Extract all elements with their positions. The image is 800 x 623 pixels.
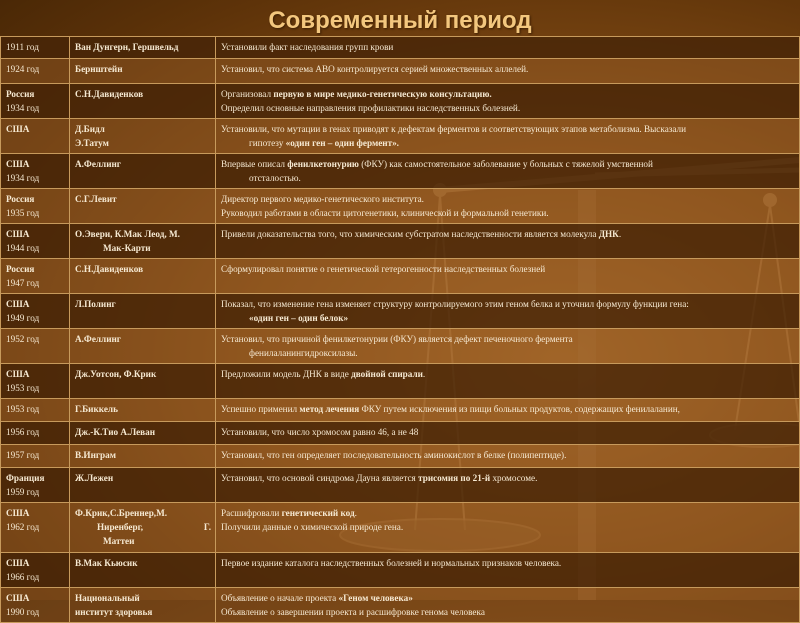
discovery-text: ФКУ путем исключения из пищи больных продуктов, содержащих фенилаланин, bbox=[359, 404, 680, 414]
discovery-highlight: метод лечения bbox=[299, 404, 360, 414]
discovery-text: . bbox=[618, 229, 622, 239]
year-cell: 1956 год bbox=[1, 422, 70, 445]
scientist-cell: В.Мак Кьюсик bbox=[70, 553, 216, 588]
year-cell bbox=[1, 189, 70, 224]
scientist-text: Г. bbox=[203, 522, 211, 532]
scientist-text-line bbox=[75, 520, 211, 534]
scientist-text: Мак-Карти bbox=[103, 243, 151, 253]
table-row bbox=[1, 588, 800, 623]
discovery-text: . bbox=[354, 508, 357, 518]
discovery-cell bbox=[216, 84, 800, 119]
year-cell bbox=[1, 364, 70, 399]
year-text: 1947 год bbox=[6, 278, 40, 288]
year-cell bbox=[1, 119, 70, 154]
discovery-cell: Первое издание каталога наследственных болезней и нормальных признаков человека. bbox=[216, 553, 800, 588]
scientist-cell bbox=[70, 119, 216, 154]
discovery-text: гипотезу bbox=[249, 138, 286, 148]
discovery-cell bbox=[216, 154, 800, 189]
discovery-cell: Установил, что ген определяет последовательность аминокислот в белке (полипептиде). bbox=[216, 445, 800, 468]
discovery-text: фенилаланингидроксилазы. bbox=[249, 348, 358, 358]
discovery-highlight: «один ген – один белок» bbox=[249, 313, 349, 323]
discovery-cell: Сформулировал понятие о генетической гетерогенности наследственных болезней bbox=[216, 259, 800, 294]
discovery-text: Привели доказательства того, что химическим субстратом наследственности является молекула bbox=[221, 229, 599, 239]
year-cell bbox=[1, 468, 70, 503]
year-cell: 1924 год bbox=[1, 59, 70, 84]
discovery-cell bbox=[216, 399, 800, 422]
year-text: 1966 год bbox=[6, 572, 40, 582]
discovery-cell bbox=[216, 503, 800, 553]
country-text: Россия bbox=[6, 194, 35, 204]
scientist-cell: Г.Биккель bbox=[70, 399, 216, 422]
year-text: 1944 год bbox=[6, 243, 40, 253]
discovery-text: Директор первого медико-генетического института. bbox=[221, 194, 424, 204]
discovery-cell: Установили факт наследования групп крови bbox=[216, 37, 800, 59]
discovery-highlight: «один ген – один фермент». bbox=[285, 138, 399, 148]
discovery-text: Успешно применил bbox=[221, 404, 300, 414]
scientist-text: Ф.Крик,С.Бреннер,М. bbox=[75, 508, 168, 518]
year-text: 1990 год bbox=[6, 607, 40, 617]
country-text: США bbox=[6, 369, 30, 379]
discovery-text: Организовал bbox=[221, 89, 274, 99]
discovery-highlight: генетический код bbox=[281, 508, 355, 518]
scientist-text: Э.Татум bbox=[75, 138, 109, 148]
year-text: 1934 год bbox=[6, 173, 40, 183]
country-text: Россия bbox=[6, 89, 35, 99]
country-text: США bbox=[6, 593, 30, 603]
scientist-text: О.Эвери, К.Мак Леод, М. bbox=[75, 229, 180, 239]
table-row bbox=[1, 399, 800, 422]
scientist-cell: Ван Дунгерн, Гершвельд bbox=[70, 37, 216, 59]
table-row bbox=[1, 294, 800, 329]
discovery-highlight: первую в мире медико-генетическую консультацию. bbox=[273, 89, 492, 99]
year-cell bbox=[1, 259, 70, 294]
table-row bbox=[1, 503, 800, 553]
discovery-text: Установили, что мутации в генах приводят к дефектам ферментов и соответствующих этапов метаболизма. Высказали bbox=[221, 124, 687, 134]
discovery-text: Установил, что причиной фенилкетонурии (ФКУ) является дефект печеночного фермента bbox=[221, 334, 573, 344]
country-text: США bbox=[6, 299, 30, 309]
year-text: 1935 год bbox=[6, 208, 40, 218]
scientist-cell: Дж.-К.Тио А.Леван bbox=[70, 422, 216, 445]
table-row bbox=[1, 553, 800, 588]
table-row bbox=[1, 445, 800, 468]
year-cell bbox=[1, 154, 70, 189]
year-text: 1934 год bbox=[6, 103, 40, 113]
discovery-text: Определил основные направления профилактики наследственных болезней. bbox=[221, 103, 521, 113]
scientist-cell: С.Н.Давиденков bbox=[70, 84, 216, 119]
discovery-text: Расшифровали bbox=[221, 508, 282, 518]
table-row bbox=[1, 37, 800, 59]
country-text: США bbox=[6, 124, 30, 134]
year-cell bbox=[1, 224, 70, 259]
scientist-text: Ниренберг, bbox=[97, 522, 144, 532]
year-cell bbox=[1, 84, 70, 119]
table-row bbox=[1, 259, 800, 294]
discovery-text: отсталостью. bbox=[249, 173, 301, 183]
table-row bbox=[1, 154, 800, 189]
discovery-text: Впервые описал bbox=[221, 159, 288, 169]
discovery-cell bbox=[216, 468, 800, 503]
discovery-cell: Установили, что число хромосом равно 46, а не 48 bbox=[216, 422, 800, 445]
country-text: США bbox=[6, 229, 30, 239]
discovery-text: Объявление о завершении проекта и расшифровке генома человека bbox=[221, 607, 485, 617]
discovery-highlight: ДНК bbox=[598, 229, 619, 239]
country-text: США bbox=[6, 159, 30, 169]
discovery-highlight: трисомия по 21-й bbox=[418, 473, 491, 483]
table-row bbox=[1, 189, 800, 224]
scientist-cell: С.Н.Давиденков bbox=[70, 259, 216, 294]
country-text: Россия bbox=[6, 264, 35, 274]
discovery-text: Получили данные о химической природе гена. bbox=[221, 522, 404, 532]
scientist-text: институт здоровья bbox=[75, 607, 153, 617]
history-table bbox=[0, 36, 800, 623]
year-cell bbox=[1, 588, 70, 623]
discovery-highlight: «Геном человека» bbox=[338, 593, 413, 603]
year-text: 1959 год bbox=[6, 487, 40, 497]
year-cell bbox=[1, 553, 70, 588]
discovery-text: Объявление о начале проекта bbox=[221, 593, 339, 603]
scientist-cell: А.Феллинг bbox=[70, 154, 216, 189]
scientist-cell bbox=[70, 224, 216, 259]
scientist-cell: С.Г.Левит bbox=[70, 189, 216, 224]
table-row bbox=[1, 224, 800, 259]
scientist-cell: А.Феллинг bbox=[70, 329, 216, 364]
discovery-highlight: фенилкетонурию bbox=[287, 159, 359, 169]
country-text: США bbox=[6, 558, 30, 568]
discovery-text-line bbox=[221, 136, 795, 150]
scientist-cell bbox=[70, 503, 216, 553]
discovery-text: . bbox=[422, 369, 426, 379]
scientist-cell: Бернштейн bbox=[70, 59, 216, 84]
year-cell: 1953 год bbox=[1, 399, 70, 422]
table-row bbox=[1, 84, 800, 119]
discovery-cell bbox=[216, 224, 800, 259]
discovery-text: (ФКУ) как самостоятельное заболевание у больных с тяжелой умственной bbox=[358, 159, 653, 169]
table-row bbox=[1, 329, 800, 364]
scientist-cell: В.Инграм bbox=[70, 445, 216, 468]
scientist-cell bbox=[70, 588, 216, 623]
scientist-text: Маттеи bbox=[103, 536, 135, 546]
scientist-cell: Дж.Уотсон, Ф.Крик bbox=[70, 364, 216, 399]
page-title: Современный период bbox=[268, 7, 532, 34]
year-text: 1962 год bbox=[6, 522, 40, 532]
discovery-cell bbox=[216, 588, 800, 623]
year-cell bbox=[1, 503, 70, 553]
discovery-text: хромосоме. bbox=[490, 473, 538, 483]
scientist-text: Национальный bbox=[75, 593, 140, 603]
discovery-text: Установил, что основой синдрома Дауна является bbox=[221, 473, 419, 483]
scientist-cell: Ж.Лежен bbox=[70, 468, 216, 503]
year-cell bbox=[1, 294, 70, 329]
discovery-text: Предложили модель ДНК в виде bbox=[221, 369, 352, 379]
table-row bbox=[1, 468, 800, 503]
year-text: 1949 год bbox=[6, 313, 40, 323]
table-row bbox=[1, 364, 800, 399]
discovery-cell: Установил, что система АВО контролируется серией множественных аллелей. bbox=[216, 59, 800, 84]
country-text: Франция bbox=[6, 473, 45, 483]
table-row bbox=[1, 59, 800, 84]
year-cell: 1957 год bbox=[1, 445, 70, 468]
table-row bbox=[1, 422, 800, 445]
scientist-text: Д.Бидл bbox=[75, 124, 105, 134]
year-cell: 1952 год bbox=[1, 329, 70, 364]
table-row bbox=[1, 119, 800, 154]
discovery-cell bbox=[216, 364, 800, 399]
year-cell: 1911 год bbox=[1, 37, 70, 59]
discovery-cell bbox=[216, 189, 800, 224]
discovery-highlight: двойной спирали bbox=[351, 369, 423, 379]
discovery-cell bbox=[216, 294, 800, 329]
discovery-cell bbox=[216, 119, 800, 154]
discovery-cell bbox=[216, 329, 800, 364]
discovery-text: Руководил работами в области цитогенетики, клинической и формальной генетики. bbox=[221, 208, 549, 218]
country-text: США bbox=[6, 508, 30, 518]
discovery-text: Показал, что изменение гена изменяет структуру контролируемого этим геном белка и уточнил формулу функции гена: bbox=[221, 299, 689, 309]
scientist-cell: Л.Полинг bbox=[70, 294, 216, 329]
year-text: 1953 год bbox=[6, 383, 40, 393]
